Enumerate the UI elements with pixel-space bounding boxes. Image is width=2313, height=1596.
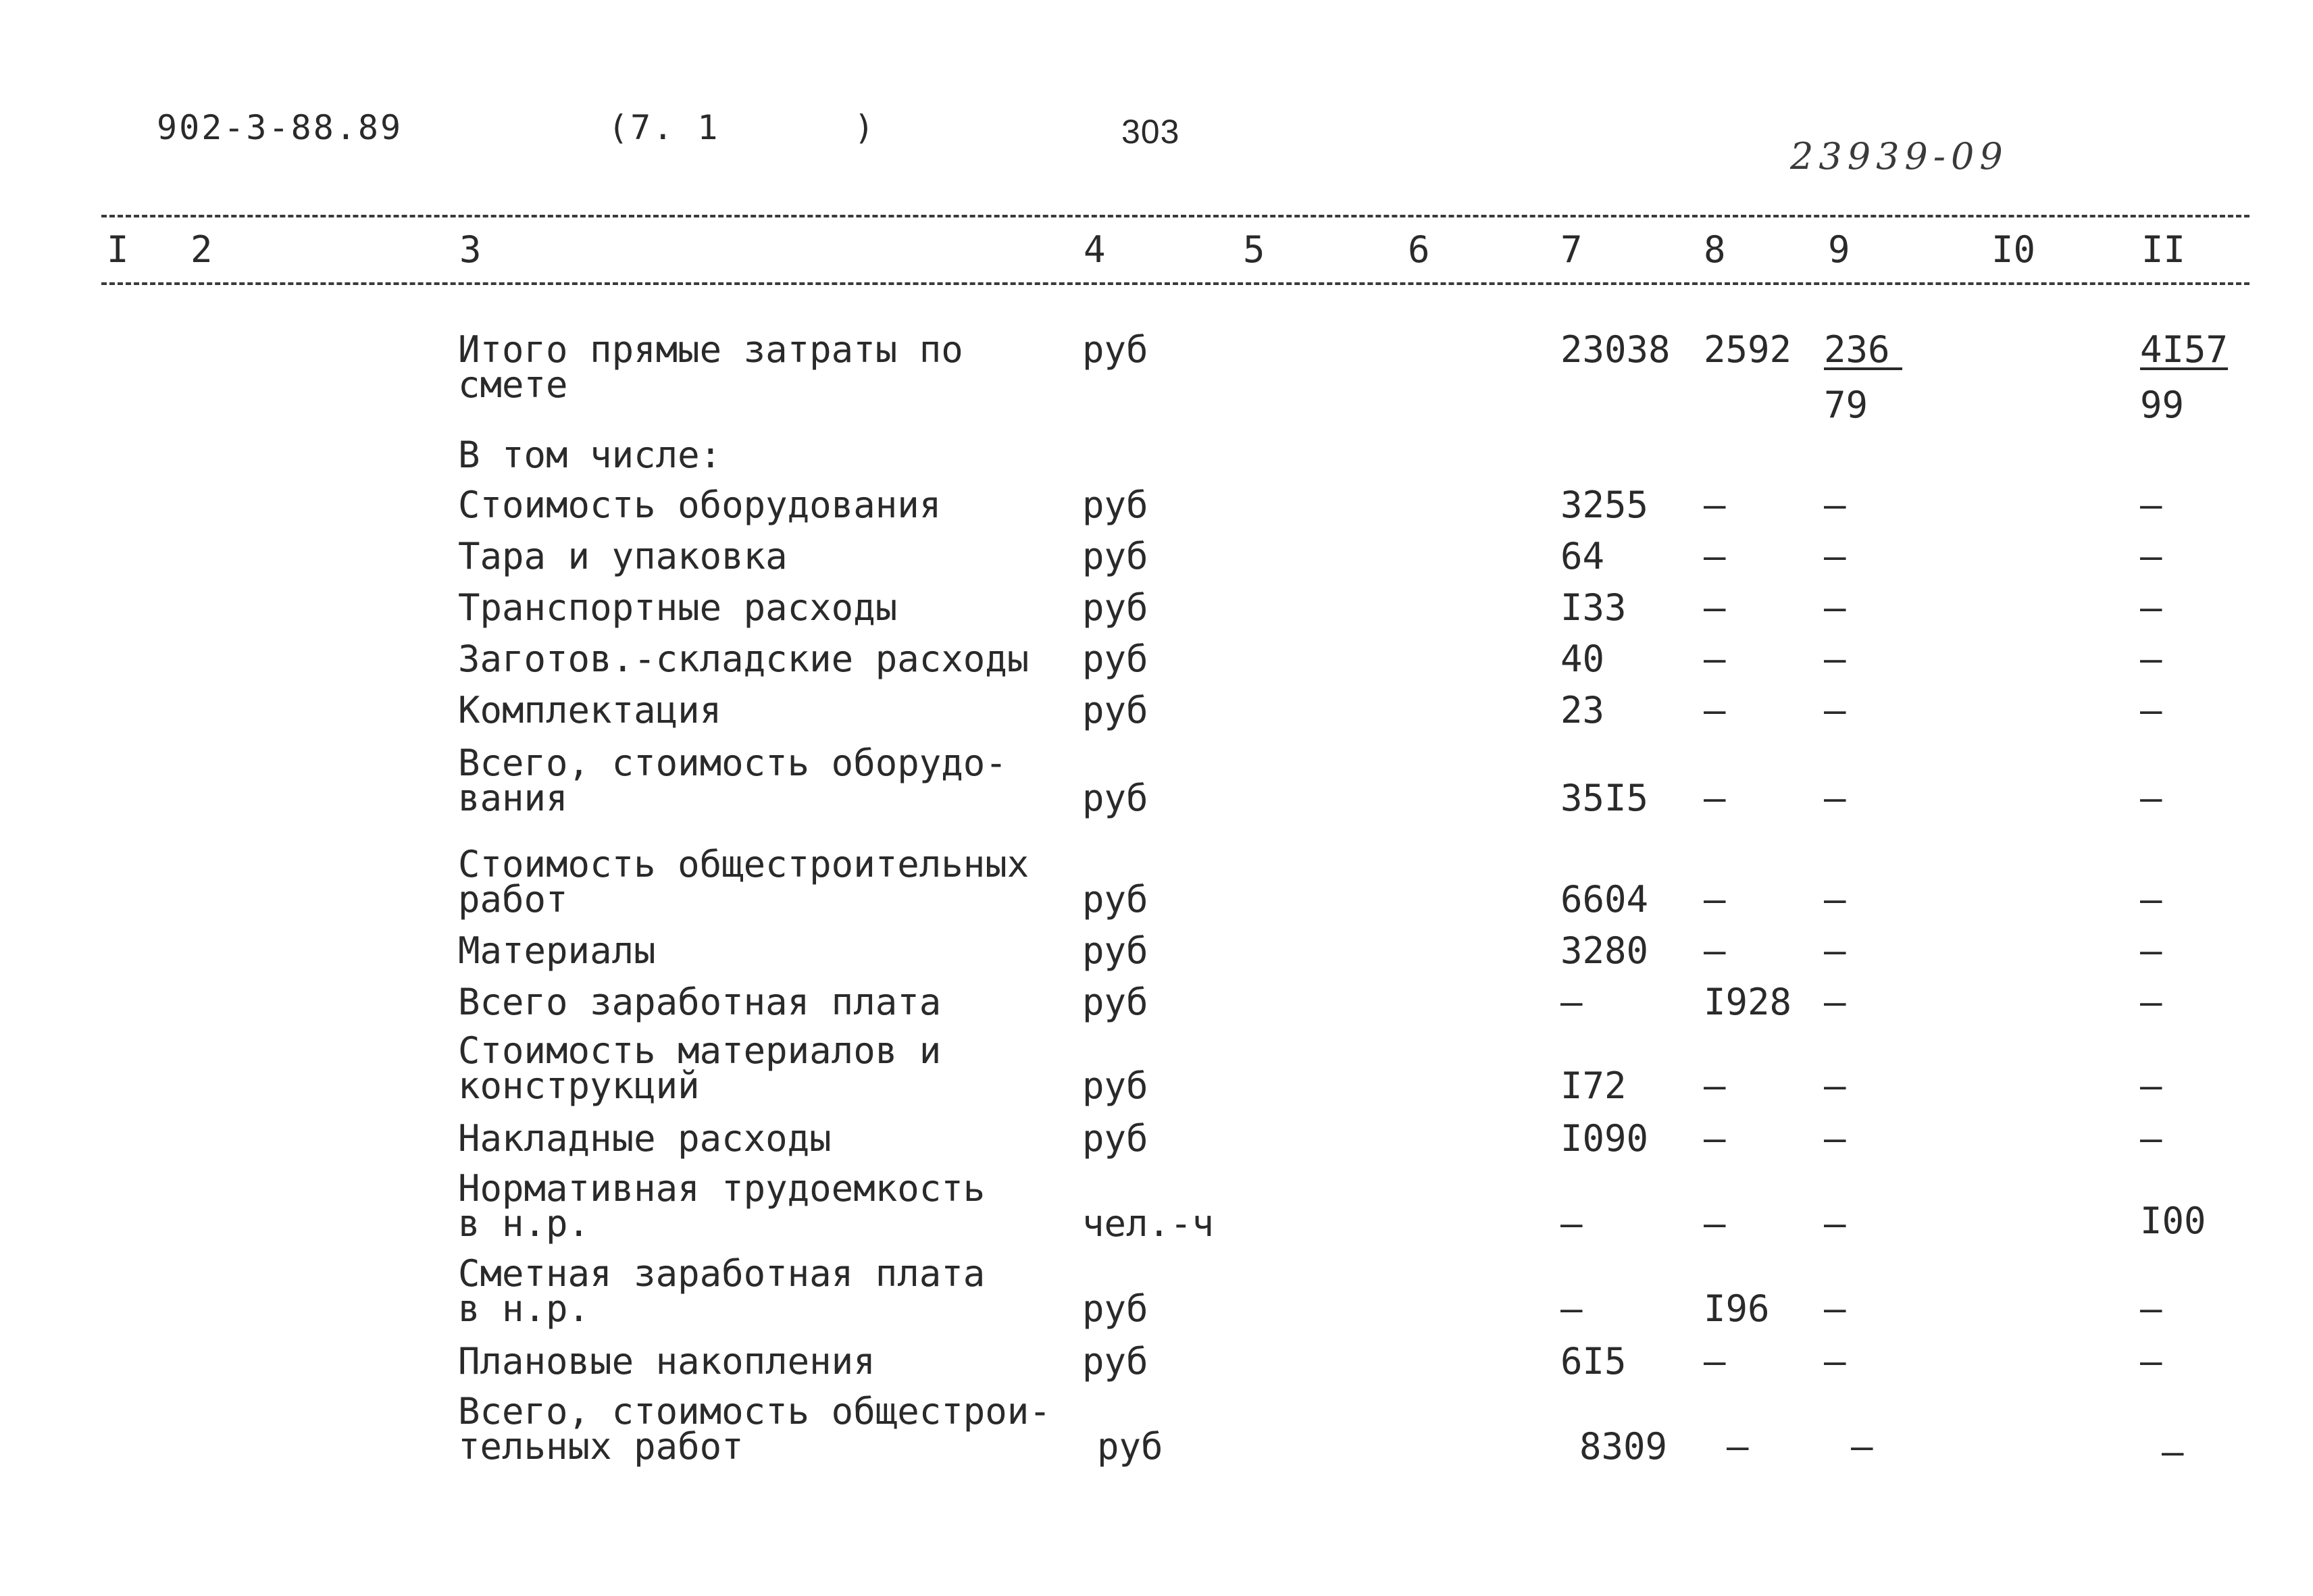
row-col11: – bbox=[2140, 1340, 2162, 1383]
row-unit: руб bbox=[1082, 878, 1148, 921]
row-col9: – bbox=[1851, 1425, 1873, 1468]
row-col9: – bbox=[1824, 1202, 1846, 1245]
row-col8: – bbox=[1704, 1202, 1726, 1245]
row-unit: руб bbox=[1082, 1340, 1148, 1383]
row-unit: руб bbox=[1082, 1064, 1148, 1107]
row-label: Всего заработная плата bbox=[458, 981, 942, 1023]
row-col9: – bbox=[1824, 878, 1846, 921]
row-col11: – bbox=[2140, 535, 2162, 577]
row-col7: I72 bbox=[1560, 1064, 1627, 1107]
row-col8: 2592 bbox=[1704, 328, 1792, 371]
column-header-11: II bbox=[2141, 228, 2186, 271]
row-col9: – bbox=[1824, 1287, 1846, 1330]
row-label: Всего, стоимость общестрои- тельных работ bbox=[458, 1390, 1051, 1468]
document-part: (7. 1 ) bbox=[608, 108, 877, 147]
row-label: Транспортные расходы bbox=[458, 586, 898, 629]
row-col7: 3280 bbox=[1560, 929, 1649, 972]
row-col11: – bbox=[2140, 981, 2162, 1023]
row-col11: – bbox=[2140, 929, 2162, 972]
row-unit: руб bbox=[1082, 484, 1148, 526]
row-col11: – bbox=[2140, 586, 2162, 629]
row-col8: – bbox=[1704, 1340, 1726, 1383]
column-header-4: 4 bbox=[1084, 228, 1106, 271]
row-label: Нормативная трудоемкость в н.р. bbox=[458, 1167, 986, 1245]
row-col8: I96 bbox=[1704, 1287, 1770, 1330]
row-col9: – bbox=[1824, 638, 1846, 680]
row-col11: – bbox=[2140, 689, 2162, 731]
row-unit: руб bbox=[1082, 328, 1148, 371]
row-col8: – bbox=[1727, 1425, 1749, 1468]
row-col9: – bbox=[1824, 689, 1846, 731]
column-header-8: 8 bbox=[1704, 228, 1726, 271]
row-col11-fraction bbox=[2140, 328, 2229, 426]
column-header-5: 5 bbox=[1243, 228, 1265, 271]
row-col8: – bbox=[1704, 689, 1726, 731]
header-bottom-rule bbox=[101, 282, 2250, 285]
row-col11: I00 bbox=[2140, 1200, 2206, 1242]
row-col11: – bbox=[2140, 777, 2162, 819]
row-unit: руб bbox=[1082, 535, 1148, 577]
row-unit: руб bbox=[1082, 981, 1148, 1023]
row-label: Сметная заработная плата в н.р. bbox=[458, 1252, 986, 1330]
column-header-1: I bbox=[107, 228, 129, 271]
row-col7: I090 bbox=[1560, 1117, 1649, 1160]
row-col7: 8309 bbox=[1579, 1425, 1668, 1468]
row-col8: I928 bbox=[1704, 981, 1792, 1023]
row-label: Стоимость оборудования bbox=[458, 484, 942, 526]
row-col8: – bbox=[1704, 638, 1726, 680]
row-label: Плановые накопления bbox=[458, 1340, 875, 1383]
row-col7: – bbox=[1560, 1287, 1583, 1330]
row-col8: – bbox=[1704, 1117, 1726, 1160]
row-col9: – bbox=[1824, 1064, 1846, 1107]
row-col8: – bbox=[1704, 535, 1726, 577]
row-col7: 23 bbox=[1560, 689, 1605, 731]
row-col7: – bbox=[1560, 981, 1583, 1023]
row-col11-denominator: 99 bbox=[2140, 384, 2185, 426]
row-col11: – bbox=[2140, 1117, 2162, 1160]
row-unit: руб bbox=[1082, 1117, 1148, 1160]
row-unit: руб bbox=[1097, 1425, 1163, 1468]
row-col8: – bbox=[1704, 878, 1726, 921]
row-col9: – bbox=[1824, 484, 1846, 526]
row-label: Накладные расходы bbox=[458, 1117, 832, 1160]
row-col9: – bbox=[1824, 1117, 1846, 1160]
row-col9-fraction bbox=[1824, 328, 1902, 426]
row-col9: – bbox=[1824, 777, 1846, 819]
row-col11: – bbox=[2140, 1287, 2162, 1330]
row-label: Материалы bbox=[458, 929, 656, 972]
column-header-10: I0 bbox=[1991, 228, 2036, 271]
row-col7: 6I5 bbox=[1560, 1340, 1627, 1383]
row-col9: – bbox=[1824, 929, 1846, 972]
row-col7: I33 bbox=[1560, 586, 1627, 629]
row-label: Всего, стоимость оборудо- вания bbox=[458, 742, 1007, 819]
row-col8: – bbox=[1704, 484, 1726, 526]
row-col7: 23038 bbox=[1560, 328, 1671, 371]
handwritten-stamp-number: 23939-09 bbox=[1790, 135, 2008, 178]
row-label: Стоимость общестроительных работ bbox=[458, 843, 1030, 921]
row-label: Комплектация bbox=[458, 689, 722, 731]
row-col11: – bbox=[2140, 638, 2162, 680]
row-col9-denominator: 79 bbox=[1824, 384, 1869, 426]
row-unit: руб bbox=[1082, 929, 1148, 972]
row-label: Стоимость материалов и конструкций bbox=[458, 1029, 942, 1107]
row-col11-numerator: 4I57 bbox=[2140, 328, 2229, 371]
row-col8: – bbox=[1704, 929, 1726, 972]
row-label: Итого прямые затраты по смете bbox=[458, 328, 963, 406]
row-label: В том числе: bbox=[458, 434, 722, 476]
row-unit: руб bbox=[1082, 1287, 1148, 1330]
row-col11: – bbox=[2140, 1064, 2162, 1107]
row-col7: 6604 bbox=[1560, 878, 1649, 921]
row-col8: – bbox=[1704, 1064, 1726, 1107]
column-header-3: 3 bbox=[459, 228, 482, 271]
row-unit: руб bbox=[1082, 638, 1148, 680]
row-col7: 3255 bbox=[1560, 484, 1649, 526]
column-header-6: 6 bbox=[1408, 228, 1430, 271]
row-col7: 64 bbox=[1560, 535, 1605, 577]
row-col9: – bbox=[1824, 1340, 1846, 1383]
row-col9: – bbox=[1824, 535, 1846, 577]
row-col11: – bbox=[2140, 878, 2162, 921]
header-top-rule bbox=[101, 215, 2250, 217]
row-col11: – bbox=[2162, 1431, 2184, 1473]
row-col8: – bbox=[1704, 586, 1726, 629]
page-number: 303 bbox=[1121, 113, 1180, 151]
row-unit: чел.-ч bbox=[1082, 1202, 1215, 1245]
row-unit: руб bbox=[1082, 777, 1148, 819]
row-unit: руб bbox=[1082, 689, 1148, 731]
document-code: 902-3-88.89 bbox=[157, 108, 403, 147]
row-col9: – bbox=[1824, 981, 1846, 1023]
column-header-7: 7 bbox=[1560, 228, 1583, 271]
row-col11: – bbox=[2140, 484, 2162, 526]
row-label: Заготов.-складские расходы bbox=[458, 638, 1030, 680]
row-col9-numerator: 236 bbox=[1824, 332, 1902, 370]
row-col7: 35I5 bbox=[1560, 777, 1649, 819]
row-label: Тара и упаковка bbox=[458, 535, 788, 577]
row-col7: 40 bbox=[1560, 638, 1605, 680]
row-col7: – bbox=[1560, 1202, 1583, 1245]
column-header-2: 2 bbox=[190, 228, 213, 271]
row-col9: – bbox=[1824, 586, 1846, 629]
row-unit: руб bbox=[1082, 586, 1148, 629]
row-col8: – bbox=[1704, 777, 1726, 819]
column-header-9: 9 bbox=[1828, 228, 1850, 271]
